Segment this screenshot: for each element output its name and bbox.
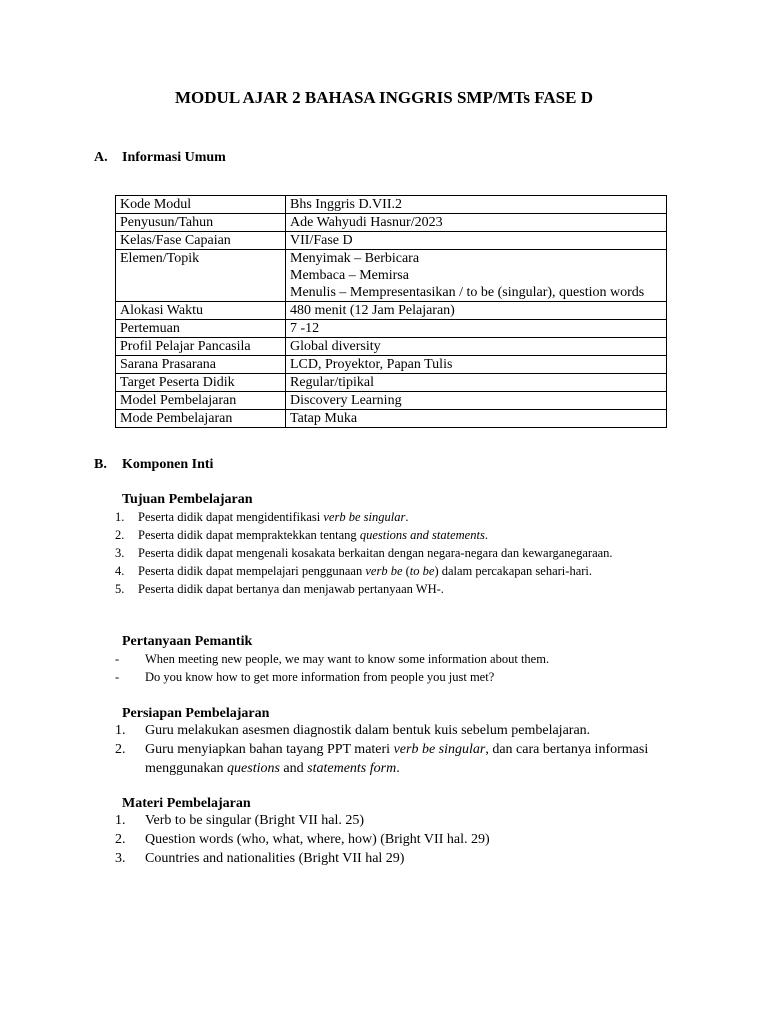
section-b-letter: B.	[94, 457, 107, 472]
list-item-emphasis: to be	[409, 564, 435, 578]
list-item-text: Do you know how to get more information from people you just met?	[145, 670, 495, 684]
list-item-text: Guru menyiapkan bahan tayang PPT materi	[145, 742, 394, 757]
list-item-text: Peserta didik dapat bertanya dan menjawab pertanyaan WH-.	[138, 582, 444, 596]
info-table	[115, 195, 667, 428]
table-row	[116, 374, 667, 392]
list-marker: 1.	[115, 723, 126, 738]
list-marker: 1.	[115, 813, 126, 828]
list-item	[115, 740, 655, 778]
table-key-cell: Kelas/Fase Capaian	[116, 232, 286, 250]
list-item-text: Verb to be singular (Bright VII hal. 25)	[145, 813, 365, 828]
list-item-text: Peserta didik dapat mengenali kosakata berkaitan dengan negara-negara dan kewarganegaraan.	[138, 546, 613, 560]
list-item	[115, 544, 675, 562]
list-marker: -	[115, 670, 120, 684]
tujuan-heading: Tujuan Pembelajaran	[122, 492, 253, 507]
table-value-cell	[286, 250, 667, 302]
table-key-cell: Pertemuan	[116, 320, 286, 338]
table-value-cell	[286, 338, 667, 356]
table-key-cell: Profil Pelajar Pancasila	[116, 338, 286, 356]
table-value-cell	[286, 214, 667, 232]
list-item-text: ) dalam percakapan sehari-hari.	[434, 564, 593, 578]
table-value-cell	[286, 196, 667, 214]
table-value-line: Regular/tipikal	[290, 375, 374, 390]
section-a-title: Informasi Umum	[122, 150, 226, 165]
list-item-text: Guru melakukan asesmen diagnostik dalam bentuk kuis sebelum pembelajaran.	[145, 723, 591, 738]
persiapan-list	[115, 721, 655, 778]
list-item-emphasis: verb be singular	[393, 742, 486, 757]
table-row	[116, 356, 667, 374]
table-value-line: Membaca – Memirsa	[290, 268, 409, 283]
page-title: MODUL AJAR 2 BAHASA INGGRIS SMP/MTs FASE D	[175, 88, 593, 107]
list-marker: 4.	[115, 564, 125, 578]
list-marker: 2.	[115, 528, 125, 542]
table-key-cell: Elemen/Topik	[116, 250, 286, 302]
list-item-emphasis: verb be	[365, 564, 403, 578]
list-item-text: and	[279, 761, 308, 776]
list-item-text: Peserta didik dapat mengidentifikasi	[138, 510, 324, 524]
list-item	[115, 830, 655, 849]
table-row	[116, 232, 667, 250]
table-value-line: Bhs Inggris D.VII.2	[290, 197, 402, 212]
table-value-cell	[286, 374, 667, 392]
table-value-line: Discovery Learning	[290, 393, 402, 408]
table-value-cell	[286, 302, 667, 320]
list-item-text: (	[402, 564, 410, 578]
table-value-line: Menyimak – Berbicara	[290, 251, 420, 266]
table-key-cell: Sarana Prasarana	[116, 356, 286, 374]
table-row	[116, 214, 667, 232]
table-row	[116, 320, 667, 338]
list-item	[115, 508, 675, 526]
list-marker: 2.	[115, 742, 126, 757]
list-item-text: Question words (who, what, where, how) (Bright VII hal. 29)	[145, 832, 490, 847]
list-item-text: , dan cara bertanya informasi menggunakan	[145, 742, 649, 776]
list-item-text: .	[484, 528, 488, 542]
list-item	[115, 650, 675, 668]
table-row	[116, 338, 667, 356]
list-marker: 2.	[115, 832, 126, 847]
table-value-line: LCD, Proyektor, Papan Tulis	[290, 357, 453, 372]
list-item	[115, 721, 655, 740]
list-item	[115, 849, 655, 868]
list-item-text: .	[396, 761, 400, 776]
table-row	[116, 392, 667, 410]
list-item	[115, 580, 675, 598]
list-item-text: Peserta didik dapat mempelajari penggunaan	[138, 564, 366, 578]
materi-list	[115, 811, 655, 868]
list-marker: 1.	[115, 510, 125, 524]
table-value-cell	[286, 232, 667, 250]
persiapan-heading: Persiapan Pembelajaran	[122, 706, 270, 721]
list-item	[115, 562, 675, 580]
table-row	[116, 196, 667, 214]
list-marker: 5.	[115, 582, 125, 596]
section-b-title: Komponen Inti	[122, 457, 214, 472]
tujuan-list	[115, 508, 675, 598]
table-key-cell: Target Peserta Didik	[116, 374, 286, 392]
pemantik-list	[115, 650, 675, 686]
list-item-emphasis: verb be singular	[323, 510, 406, 524]
section-a-letter: A.	[94, 150, 108, 165]
table-value-line: VII/Fase D	[290, 233, 353, 248]
list-item-text: When meeting new people, we may want to know some information about them.	[145, 652, 550, 666]
table-value-line: 7 -12	[290, 321, 320, 336]
list-marker: 3.	[115, 851, 126, 866]
table-key-cell: Mode Pembelajaran	[116, 410, 286, 428]
table-row	[116, 250, 667, 302]
section-a-heading	[94, 149, 226, 167]
table-key-cell: Model Pembelajaran	[116, 392, 286, 410]
table-value-cell	[286, 320, 667, 338]
table-value-line: Global diversity	[290, 339, 381, 354]
list-item-emphasis: questions and statements	[359, 528, 485, 542]
table-key-cell: Penyusun/Tahun	[116, 214, 286, 232]
list-item-text: .	[405, 510, 409, 524]
list-marker: 3.	[115, 546, 125, 560]
table-key-cell: Kode Modul	[116, 196, 286, 214]
table-value-line: Menulis – Mempresentasikan / to be (singular), question words	[290, 285, 645, 300]
list-item	[115, 811, 655, 830]
pemantik-heading: Pertanyaan Pemantik	[122, 634, 253, 649]
list-item-text: Countries and nationalities (Bright VII hal 29)	[145, 851, 405, 866]
table-value-cell	[286, 356, 667, 374]
table-value-cell	[286, 410, 667, 428]
table-key-cell: Alokasi Waktu	[116, 302, 286, 320]
table-row	[116, 410, 667, 428]
materi-heading: Materi Pembelajaran	[122, 796, 251, 811]
table-value-line: Ade Wahyudi Hasnur/2023	[290, 215, 443, 230]
table-value-cell	[286, 392, 667, 410]
list-item	[115, 526, 675, 544]
table-row	[116, 302, 667, 320]
table-value-line: Tatap Muka	[290, 411, 358, 426]
table-value-line: 480 menit (12 Jam Pelajaran)	[290, 303, 455, 318]
list-item-emphasis: statements form	[307, 761, 397, 776]
list-item	[115, 668, 675, 686]
list-item-emphasis: questions	[227, 761, 280, 776]
list-marker: -	[115, 652, 120, 666]
list-item-text: Peserta didik dapat mempraktekkan tentang	[138, 528, 360, 542]
section-b-heading	[94, 456, 213, 474]
